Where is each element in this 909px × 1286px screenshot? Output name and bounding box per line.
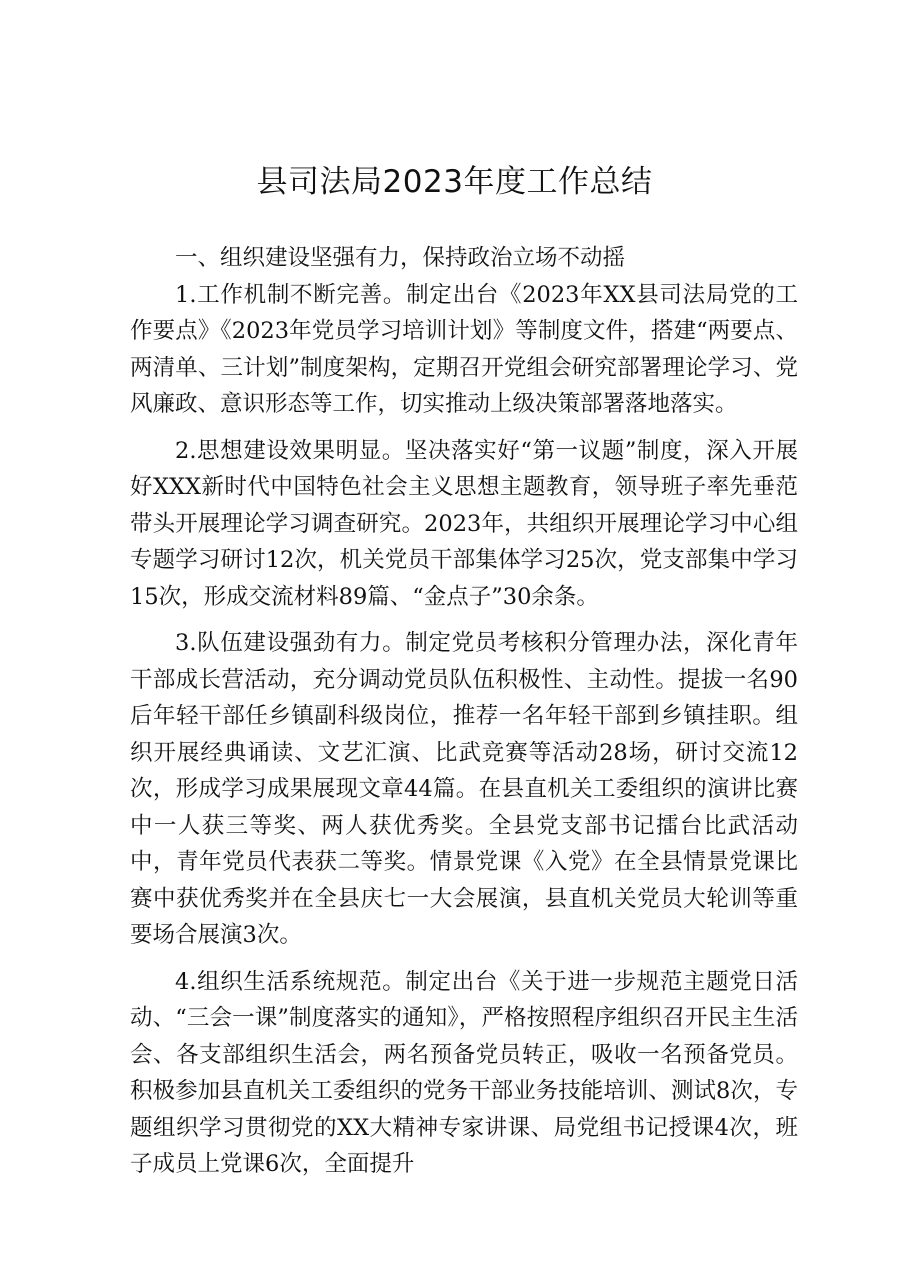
paragraph-3: 3.队伍建设强劲有力。制定党员考核积分管理办法，深化青年干部成长营活动，充分调动党员队伍积极性、主动性。提拔一名90后年轻干部任乡镇副科级岗位，推荐一名年轻干部到乡镇挂职。组织开展经典诵读、文艺汇演、比武竞赛等活动28场，研讨交流12次，形成学习成果展现文章44篇。在县直机关工委组织的演讲比赛中一人获三等奖、两人获优秀奖。全县党支部书记擂台比武活动中，青年党员代表获二等奖。情景党课《入党》在全县情景党课比赛中获优秀奖并在全县庆七一大会展演，县直机关党员大轮训等重要场合展演3次。 [130, 630, 798, 948]
paragraph-4: 4.组织生活系统规范。制定出台《关于进一步规范主题党日活动、“三会一课”制度落实的通知》，严格按照程序组织召开民主生活会、各支部组织生活会，两名预备党员转正，吸收一名预备党员。积极参加县直机关工委组织的党务干部业务技能培训、测试8次，专题组织学习贯彻党的XX大精神专家讲课、局党组书记授课4次，班子成员上党课6次，全面提升 [130, 968, 798, 1177]
document-title: 县司法局2023年度工作总结 [256, 164, 653, 200]
paragraph-1: 1.工作机制不断完善。制定出台《2023年XX县司法局党的工作要点》《2023年党员学习培训计划》等制度文件，搭建“两要点、两清单、三计划”制度架构，定期召开党组会研究部署理论学习、党风廉政、意识形态等工作，切实推动上级决策部署落地落实。 [130, 281, 798, 417]
document-body [130, 240, 798, 1193]
paragraph-2: 2.思想建设效果明显。坚决落实好“第一议题”制度，深入开展好XXX新时代中国特色社会主义思想主题教育，领导班子率先垂范带头开展理论学习调查研究。2023年，共组织开展理论学习中心组专题学习研讨12次，机关党员干部集体学习25次，党支部集中学习15次，形成交流材料89篇、“金点子”30余条。 [130, 437, 798, 610]
section-heading: 一、组织建设坚强有力，保持政治立场不动摇 [175, 245, 626, 271]
